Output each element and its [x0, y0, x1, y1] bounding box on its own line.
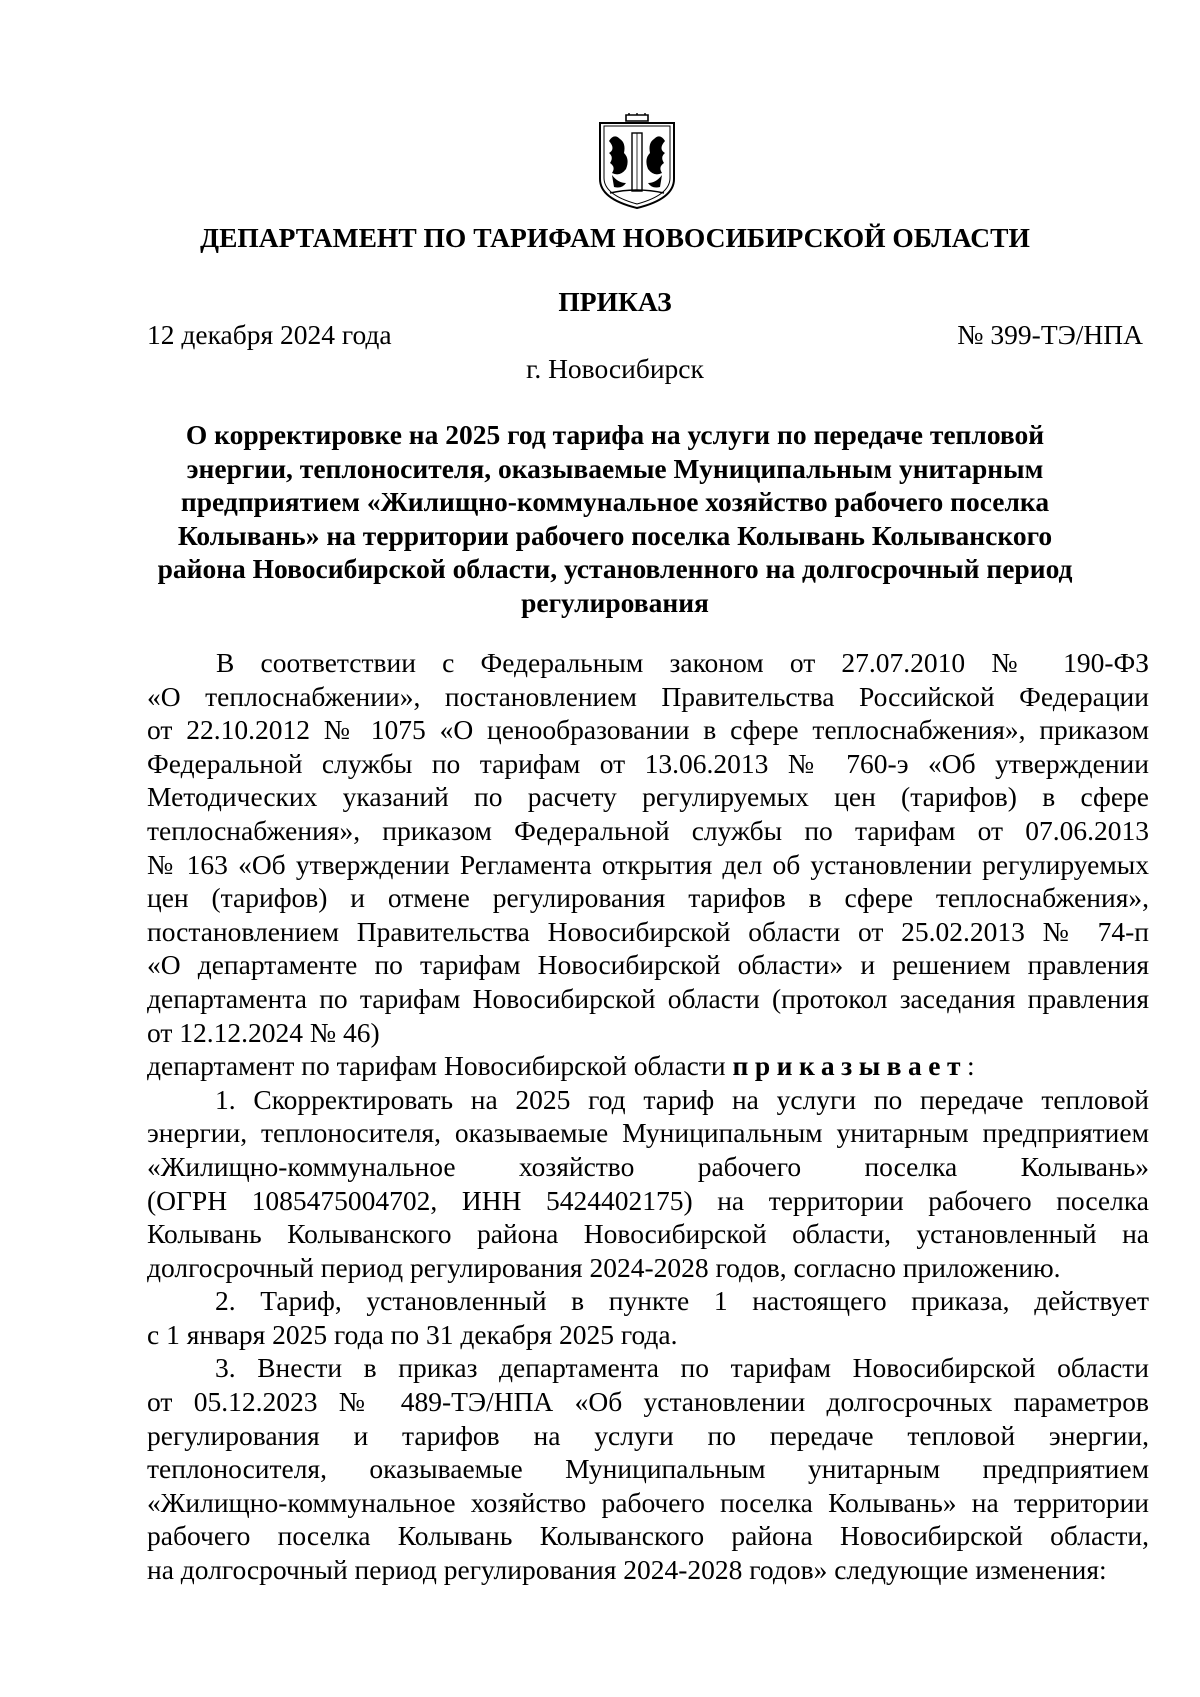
item-3-line: 3. Внести в приказ департамента по тарифам Новосибирской области: [215, 1352, 1149, 1384]
item-3-line: регулирования и тарифов на услуги по передаче тепловой энергии,: [147, 1419, 1149, 1451]
item-1-line: Колывань Колыванского района Новосибирской области, установленный на: [147, 1218, 1149, 1250]
orders-colon: :: [967, 1050, 975, 1082]
preamble-line: теплоснабжения», приказом Федеральной службы по тарифам от 07.06.2013: [147, 814, 1149, 846]
preamble-line: цен (тарифов) и отмене регулирования тарифов в сфере теплоснабжения»,: [147, 882, 1149, 914]
title-line: Колывань» на территории рабочего поселка Колывань Колыванского: [177, 519, 1053, 551]
title-line: регулирования: [521, 586, 709, 618]
title-line: энергии, теплоносителя, оказываемые Муниципальным унитарным: [186, 452, 1044, 484]
document-type: ПРИКАЗ: [558, 286, 672, 317]
preamble-line: «О теплоснабжении», постановлением Правительства Российской Федерации: [147, 680, 1149, 712]
preamble-line: постановлением Правительства Новосибирской области от 25.02.2013 № 74-п: [147, 915, 1149, 947]
item-3-line: на долгосрочный период регулирования 2024-2028 годов» следующие изменения:: [147, 1554, 1107, 1586]
preamble-line: № 163 «Об утверждении Регламента открытия дел об установлении регулируемых: [147, 848, 1149, 880]
item-1-line: 1. Скорректировать на 2025 год тариф на услуги по передаче тепловой: [215, 1083, 1149, 1115]
order-body: [147, 646, 1149, 1587]
order-date: 12 декабря 2024 года: [147, 319, 392, 350]
department-name: ДЕПАРТАМЕНТ ПО ТАРИФАМ НОВОСИБИРСКОЙ ОБЛАСТИ: [200, 222, 1030, 253]
preamble-line: Методических указаний по расчету регулируемых цен (тарифов) в сфере: [147, 781, 1149, 813]
orders-verb: приказывает: [732, 1050, 967, 1082]
item-1-line: «Жилищно-коммунальное хозяйство рабочего поселка Колывань»: [147, 1150, 1149, 1182]
item-1-line: долгосрочный период регулирования 2024-2028 годов, согласно приложению.: [147, 1251, 1061, 1283]
title-line: района Новосибирской области, установленного на долгосрочный период: [157, 553, 1073, 585]
item-3-line: теплоносителя, оказываемые Муниципальным унитарным предприятием: [147, 1453, 1149, 1485]
preamble-line: от 22.10.2012 № 1075 «О ценообразовании в сфере теплоснабжения», приказом: [147, 714, 1149, 746]
orders-lead: департамент по тарифам Новосибирской области: [147, 1050, 733, 1082]
item-3-line: рабочего поселка Колывань Колыванского района Новосибирской области,: [147, 1520, 1149, 1552]
title-line: предприятием «Жилищно-коммунальное хозяйство рабочего поселка: [180, 486, 1050, 518]
order-number: № 399-ТЭ/НПА: [957, 319, 1143, 350]
preamble-line: «О департаменте по тарифам Новосибирской области» и решением правления: [147, 949, 1149, 981]
orders-line: [147, 1049, 1149, 1083]
item-3-line: от 05.12.2023 № 489-ТЭ/НПА «Об установлении долгосрочных параметров: [147, 1386, 1149, 1418]
order-city: г. Новосибирск: [526, 353, 704, 384]
preamble-line: В соответствии с Федеральным законом от 27.07.2010 № 190-ФЗ: [216, 647, 1149, 678]
item-3-line: «Жилищно-коммунальное хозяйство рабочего поселка Колывань» на территории: [147, 1486, 1149, 1518]
coat-of-arms-icon: [596, 113, 678, 211]
item-2-line: 2. Тариф, установленный в пункте 1 настоящего приказа, действует: [215, 1285, 1149, 1317]
item-1-line: энергии, теплоносителя, оказываемые Муниципальным унитарным предприятием: [147, 1117, 1149, 1149]
preamble-line: от 12.12.2024 № 46): [147, 1016, 380, 1048]
order-title: [150, 418, 1080, 620]
preamble-line: департамента по тарифам Новосибирской области (протокол заседания правления: [147, 982, 1149, 1014]
item-2-line: с 1 января 2025 года по 31 декабря 2025 года.: [147, 1318, 678, 1350]
title-line: О корректировке на 2025 год тарифа на услуги по передаче тепловой: [185, 419, 1045, 450]
preamble-line: Федеральной службы по тарифам от 13.06.2013 № 760-э «Об утверждении: [147, 747, 1149, 779]
item-1-line: (ОГРН 1085475004702, ИНН 5424402175) на территории рабочего поселка: [147, 1184, 1149, 1216]
